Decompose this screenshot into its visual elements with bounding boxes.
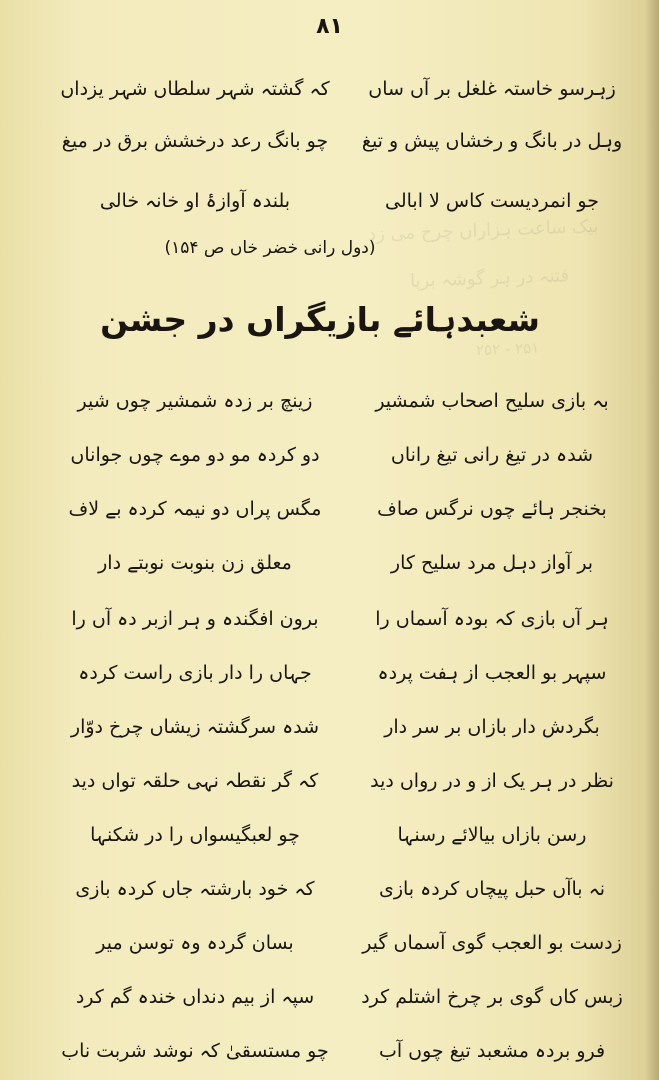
hemistich-first: زدست بو العجب گوی آسماں گیر bbox=[362, 932, 622, 954]
couplet bbox=[0, 866, 659, 912]
hemistich-second: مگس پراں دو نیمہ کردہ بے لاف bbox=[68, 498, 322, 520]
couplet bbox=[0, 378, 659, 424]
couplet bbox=[0, 812, 659, 858]
couplet bbox=[0, 596, 659, 642]
hemistich-second: بسان گردہ وہ توسن میر bbox=[96, 932, 294, 954]
hemistich-first: زبس کاں گوی بر چرخ اشتلم کرد bbox=[361, 986, 623, 1008]
hemistich-first: جو انمردیست کاس لا ابالی bbox=[385, 190, 599, 212]
couplet bbox=[0, 540, 659, 586]
hemistich-second: چو مستسقیٰ کہ نوشد شربت ناب bbox=[61, 1040, 329, 1062]
hemistich-second: کہ گشتہ شہر سلطاں شہر یزداں bbox=[60, 78, 330, 100]
hemistich-second: چو بانگ رعد درخشش برق در میغ bbox=[61, 130, 329, 152]
hemistich-first: رسن بازاں بیالائے رسنہا bbox=[397, 824, 587, 846]
hemistich-second: زینچ بر زدہ شمشیر چوں شیر bbox=[77, 390, 313, 412]
hemistich-first: بگردش دار بازاں بر سر دار bbox=[384, 716, 600, 738]
hemistich-second: شدہ سرگشتہ زیشاں چرخ دوّار bbox=[70, 716, 320, 738]
bleed-through-text: ۲۵۱ - ۲۵۲ bbox=[475, 338, 540, 360]
couplet bbox=[0, 432, 659, 478]
page-edge-shadow bbox=[645, 0, 659, 1080]
couplet bbox=[0, 178, 659, 224]
hemistich-second: بلندہ آوازۂ او خانہ خالی bbox=[99, 190, 291, 212]
hemistich-first: ہر آں بازی کہ بودہ آسماں را bbox=[375, 608, 609, 630]
hemistich-second: کہ گر نقطہ نہی حلقہ تواں دید bbox=[71, 770, 319, 792]
couplet bbox=[0, 758, 659, 804]
hemistich-first: بہ بازی سلیح اصحاب شمشیر bbox=[375, 390, 609, 412]
couplet bbox=[0, 974, 659, 1020]
hemistich-second: دو کردہ مو دو موے چوں جواناں bbox=[70, 444, 320, 466]
source-citation: (دول رانی خضر خاں ص ۱۵۴) bbox=[164, 238, 376, 258]
hemistich-first: بر آواز دہل مرد سلیح کار bbox=[390, 552, 594, 574]
section-heading: شعبدہائے بازیگراں در جشن bbox=[100, 300, 540, 339]
bleed-through-text: فتنہ در ہر گوشہ برپا bbox=[409, 265, 570, 292]
couplet bbox=[0, 118, 659, 164]
hemistich-second: کہ خود بارشتہ جاں کردہ بازی bbox=[75, 878, 315, 900]
couplet bbox=[0, 920, 659, 966]
hemistich-second: معلق زن بنوبت نوبتے دار bbox=[98, 552, 292, 574]
couplet bbox=[0, 704, 659, 750]
bleed-through-text: بیک ساعت ہزاراں چرخ می زد bbox=[368, 215, 600, 246]
hemistich-first: نہ باآں حبل پیچاں کردہ بازی bbox=[378, 878, 606, 900]
hemistich-second: برون افگندہ و ہر ازبر دہ آں را bbox=[71, 608, 319, 630]
couplet bbox=[0, 486, 659, 532]
hemistich-second: چو لعبگیسواں را در شکنہا bbox=[90, 824, 300, 846]
hemistich-first: فرو بردہ مشعبد تیغ چوں آب bbox=[378, 1040, 606, 1062]
couplet bbox=[0, 1028, 659, 1074]
hemistich-first: وہل در بانگ و رخشاں پیش و تیغ bbox=[361, 130, 623, 152]
hemistich-first: زہرسو خاستہ غلغل بر آں ساں bbox=[368, 78, 616, 100]
hemistich-first: سپہر بو العجب از ہفت پردہ bbox=[377, 662, 607, 684]
hemistich-second: سپہ از بیم دنداں خندہ گم کرد bbox=[75, 986, 315, 1008]
hemistich-first: بخنجر ہائے چوں نرگس صاف bbox=[377, 498, 607, 520]
couplet bbox=[0, 66, 659, 112]
hemistich-first: شدہ در تیغ رانی تیغ راناں bbox=[390, 444, 594, 466]
hemistich-second: جہاں را دار بازی راست کردہ bbox=[78, 662, 312, 684]
couplet bbox=[0, 650, 659, 696]
hemistich-first: نظر در ہر یک از و در رواں دید bbox=[370, 770, 614, 792]
page-number: ۸۱ bbox=[316, 14, 343, 39]
